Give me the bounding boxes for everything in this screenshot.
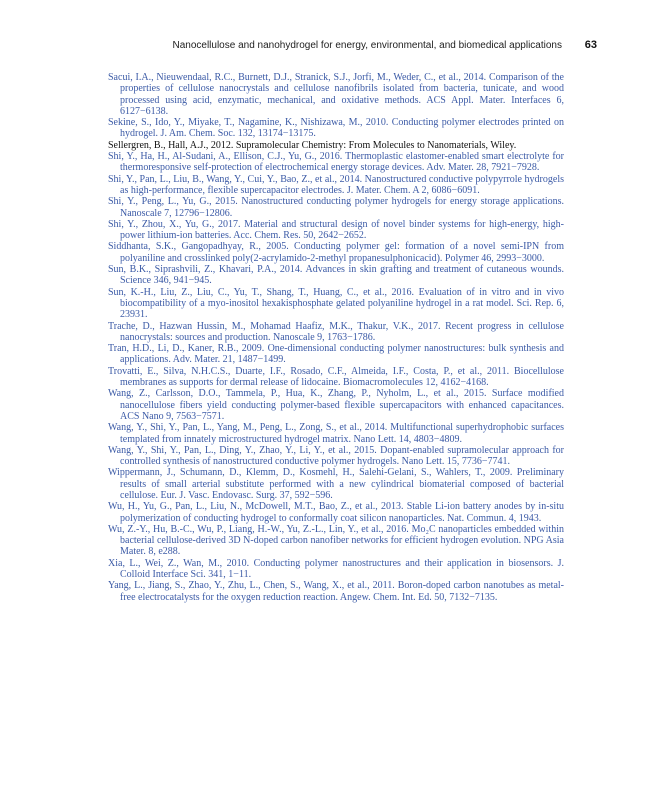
reference-item[interactable]: Trache, D., Hazwan Hussin, M., Mohamad Haafiz, M.K., Thakur, V.K., 2017. Recent progress in cellulose nanocrystals: sources and production. Nanoscale 9, 1763−1786. <box>108 320 564 343</box>
reference-item[interactable]: Wang, Y., Shi, Y., Pan, L., Yang, M., Peng, L., Zong, S., et al., 2014. Multifunctional superhydrophobic surfaces templated from innately microstructured hydrogel matrix. Nano Lett. 14, 4803−4809. <box>108 422 564 445</box>
reference-item[interactable]: Shi, Y., Pan, L., Liu, B., Wang, Y., Cui, Y., Bao, Z., et al., 2014. Nanostructured conductive polypyrrole hydrogels as high-performance, flexible supercapacitor electrodes. J. Mater. Chem. A 2, 6086−6091. <box>108 173 564 196</box>
reference-item[interactable]: Wu, H., Yu, G., Pan, L., Liu, N., McDowell, M.T., Bao, Z., et al., 2013. Stable Li-ion battery anodes by in-situ polymerization of conducting hydrogel to conformally coat silicon nanoparticles. Nat. Commun. 4, 1943. <box>108 501 564 524</box>
reference-item[interactable]: Tran, H.D., Li, D., Kaner, R.B., 2009. One-dimensional conducting polymer nanostructures: bulk synthesis and applications. Adv. Mater. 21, 1487−1499. <box>108 343 564 366</box>
reference-item[interactable]: Siddhanta, S.K., Gangopadhyay, R., 2005. Conducting polymer gel: formation of a novel semi-IPN from polyaniline and crosslinked poly(2-acrylamido-2-methyl propanesulphonicacid). Polymer 46, 2993−3000. <box>108 241 564 264</box>
reference-item[interactable]: Shi, Y., Peng, L., Yu, G., 2015. Nanostructured conducting polymer hydrogels for energy storage applications. Nanoscale 7, 12796−12806. <box>108 196 564 219</box>
reference-item[interactable]: Sekine, S., Ido, Y., Miyake, T., Nagamine, K., Nishizawa, M., 2010. Conducting polymer electrodes printed on hydrogel. J. Am. Chem. Soc. 132, 13174−13175. <box>108 117 564 140</box>
reference-list <box>108 72 564 603</box>
reference-item[interactable]: Wu, Z.-Y., Hu, B.-C., Wu, P., Liang, H.-W., Yu, Z.-L., Lin, Y., et al., 2016. Mo₂C nanoparticles embedded within bacterial cellulose-derived 3D N-doped carbon nanofiber networks for efficient hydrogen evolution. NPG Asia Mater. 8, e288. <box>108 523 564 558</box>
reference-item[interactable]: Sun, B.K., Siprashvili, Z., Khavari, P.A., 2014. Advances in skin grafting and treatment of cutaneous wounds. Science 346, 941−945. <box>108 264 564 287</box>
reference-item[interactable]: Wang, Z., Carlsson, D.O., Tammela, P., Hua, K., Zhang, P., Nyholm, L., et al., 2015. Surface modified nanocellulose fibers yield conducting polymer-based flexible supercapacitors with enhanced capacitances. ACS Nano 9, 7563−7571. <box>108 388 564 422</box>
running-header <box>0 40 648 56</box>
reference-item[interactable]: Sun, K.-H., Liu, Z., Liu, C., Yu, T., Shang, T., Huang, C., et al., 2016. Evaluation of in vitro and in vivo biocompatibility of a myo-inositol hexakisphosphate gelated polyaniline hydrogel in a rat model. Sci. Rep. 6, 23931. <box>108 286 564 321</box>
reference-item[interactable]: Shi, Y., Zhou, X., Yu, G., 2017. Material and structural design of novel binder systems for high-energy, high-power lithium-ion batteries. Acc. Chem. Res. 50, 2642−2652. <box>108 218 564 242</box>
running-header-title: Nanocellulose and nanohydrogel for energy, environmental, and biomedical applications <box>172 40 562 51</box>
reference-item[interactable]: Wang, Y., Shi, Y., Pan, L., Ding, Y., Zhao, Y., Li, Y., et al., 2015. Dopant-enabled supramolecular approach for controlled synthesis of nanostructured conductive polymer hydrogels. Nano Lett. 15, 7736−7741. <box>108 444 564 468</box>
reference-item[interactable]: Xia, L., Wei, Z., Wan, M., 2010. Conducting polymer nanostructures and their application in biosensors. J. Colloid Interface Sci. 341, 1−11. <box>108 557 564 581</box>
reference-item[interactable]: Yang, L., Jiang, S., Zhao, Y., Zhu, L., Chen, S., Wang, X., et al., 2011. Boron-doped carbon nanotubes as metal-free electrocatalysts for the oxygen reduction reaction. Angew. Chem. Int. Ed. 50, 7132−7135. <box>108 580 564 603</box>
reference-item[interactable]: Shi, Y., Ha, H., Al-Sudani, A., Ellison, C.J., Yu, G., 2016. Thermoplastic elastomer-enabled smart electrolyte for thermoresponsive self-protection of electrochemical energy storage devices. Adv. Mater. 28, 7921−7928. <box>108 151 564 174</box>
reference-item: Sellergren, B., Hall, A.J., 2012. Supramolecular Chemistry: From Molecules to Nanomaterials, Wiley. <box>108 139 517 151</box>
reference-item[interactable]: Sacui, I.A., Nieuwendaal, R.C., Burnett, D.J., Stranick, S.J., Jorfi, M., Weder, C., et al., 2014. Comparison of the properties of cellulose nanocrystals and cellulose nanofibrils isolated from bacteria, tunicate, and wood processed using acid, enzymatic, mechanical, and oxidative methods. ACS Appl. Mater. Interfaces 6, 6127−6138. <box>108 72 564 117</box>
reference-item[interactable]: Trovatti, E., Silva, N.H.C.S., Duarte, I.F., Rosado, C.F., Almeida, I.F., Costa, P., et al., 2011. Biocellulose membranes as supports for dermal release of lidocaine. Biomacromolecules 12, 4162−4168. <box>108 365 564 389</box>
reference-item[interactable]: Wippermann, J., Schumann, D., Klemm, D., Kosmehl, H., Salehi-Gelani, S., Wahlers, T., 2009. Preliminary results of small arterial substitute performed with a new cylindrical biomaterial composed of bacterial cellulose. Eur. J. Vasc. Endovasc. Surg. 37, 592−596. <box>108 467 564 501</box>
page-number: 63 <box>584 39 597 51</box>
